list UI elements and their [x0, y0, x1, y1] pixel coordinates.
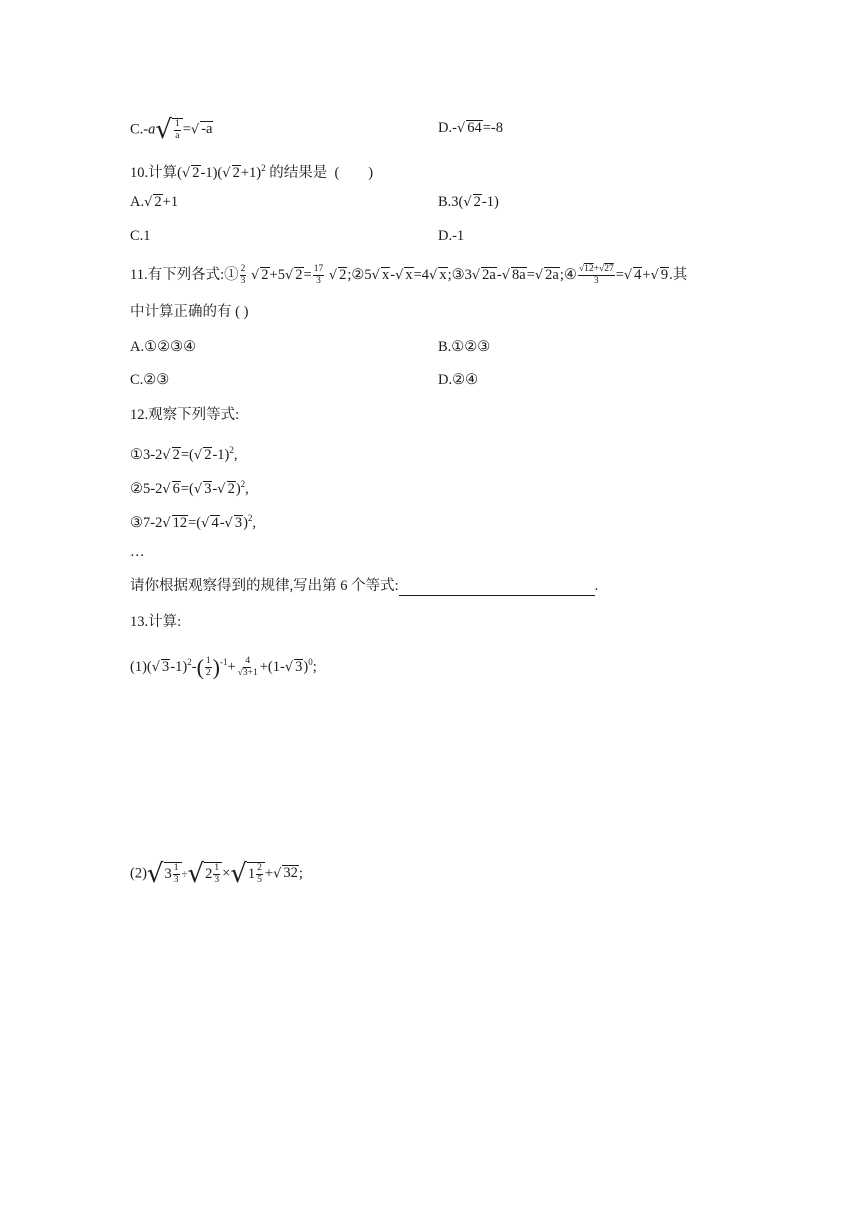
q10-option-d: D.-1	[438, 228, 465, 244]
q13-stem: 13.计算:	[130, 614, 182, 630]
q11-option-b: B.①②③	[438, 339, 491, 355]
q10-option-c: C.1	[130, 228, 151, 244]
q11-stem-line1: 11.有下列各式:① $\frac{2}{3}$ √ 2+5√ 2= $\frac{17}{3}$ √ 2;②5√ x-√ x=4√ x;③3√ 2a-√ 8a=√ 2a;④ $\frac{√12+√27}{3}$ =√ 4+√ 9.其	[130, 264, 688, 286]
q12-prompt-text: 请你根据观察得到的规律,写出第 6 个等式:	[130, 578, 399, 594]
q11-option-c: C.②③	[130, 372, 170, 388]
q10-option-a: A.√ 2+1	[130, 194, 179, 210]
q10-stem: 10.计算(√ 2-1)(√ 2+1)$^2$ 的结果是 ( )	[130, 163, 374, 181]
q9-option-d: D.-√ 64=-8	[438, 120, 503, 136]
q12-eq2: ②5-2√ 6=(√ 3-√ 2)$^2$,	[130, 479, 249, 497]
q9-option-c: C.-a√ $\frac{1}{a}$ =√ -a	[130, 115, 213, 145]
q12-eq1: ①3-2√ 2=(√ 2-1)$^2$,	[130, 445, 238, 463]
q12-ellipsis: …	[130, 544, 145, 560]
q11-stem-line2: 中计算正确的有 ( )	[130, 304, 249, 320]
q12-eq3: ③7-2√ 12=(√ 4-√ 3)$^2$,	[130, 513, 257, 531]
q11-option-d: D.②④	[438, 372, 479, 388]
q13-part1: (1)(√ 3-1)$^2$-( $\frac{1}{2}$ )$^{-1}$+ $\frac{4}{√3+1}$ +(1-√ 3)$^0$;	[130, 654, 317, 680]
q12-stem: 12.观察下列等式:	[130, 407, 240, 423]
q11-option-a: A.①②③④	[130, 339, 197, 355]
q13-part2: (2)√3 $\frac{1}{3}$ ÷√2 $\frac{1}{3}$ ×√1 $\frac{2}{5}$ +√ 32;	[130, 859, 303, 889]
answer-blank[interactable]	[399, 581, 595, 596]
q10-option-b: B.3(√ 2-1)	[438, 194, 499, 210]
q12-prompt-end: .	[594, 578, 599, 594]
q12-prompt	[130, 576, 598, 596]
